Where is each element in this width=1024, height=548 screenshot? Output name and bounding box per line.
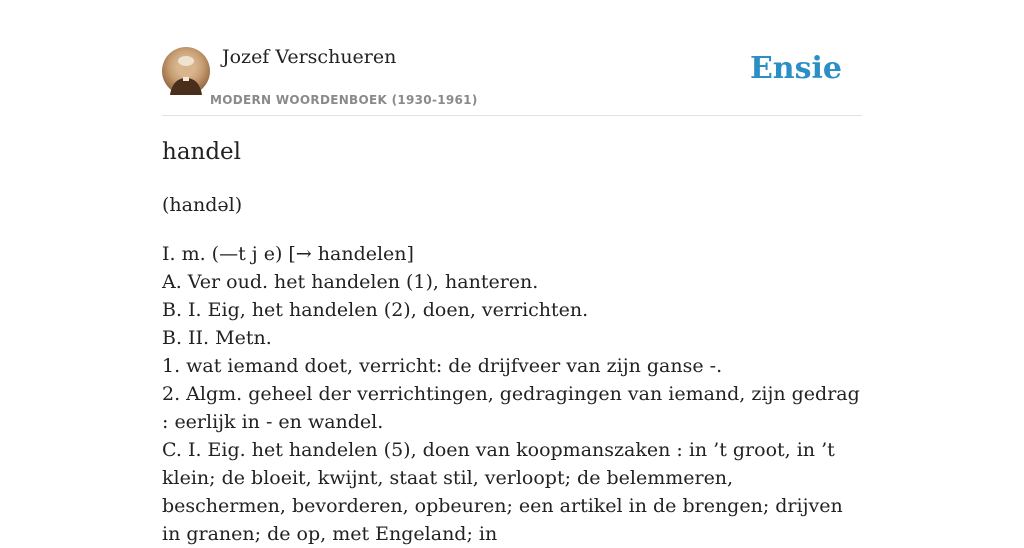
definition-line: 1. wat iemand doet, verricht: de drijfveer van zijn ganse -. bbox=[162, 355, 723, 377]
definition-line: B. I. Eig, het handelen (2), doen, verrichten. bbox=[162, 299, 589, 321]
author-name[interactable]: Jozef Verschueren bbox=[222, 46, 397, 68]
entry-pronunciation: (handəl) bbox=[162, 194, 243, 216]
definition-line: C. I. Eig. het handelen (5), doen van koopmanszaken : in ’t groot, in ’t klein; de bloeit, kwijnt, staat stil, verloopt; de belemmeren, beschermen, bevorderen, opbeuren; een artikel in de brengen; drijven in granen; de op, met Engeland; in bbox=[162, 439, 843, 545]
definition-line: I. m. (—t j e) [→ handelen] bbox=[162, 243, 414, 265]
author-avatar[interactable] bbox=[162, 47, 210, 95]
definition-line: B. II. Metn. bbox=[162, 327, 272, 349]
entry-headword: handel bbox=[162, 139, 242, 165]
dictionary-source[interactable]: MODERN WOORDENBOEK (1930-1961) bbox=[210, 93, 478, 107]
header-divider bbox=[162, 115, 862, 116]
definition-line: 2. Algm. geheel der verrichtingen, gedragingen van iemand, zijn gedrag : eerlijk in - en wandel. bbox=[162, 383, 860, 433]
entry-definition bbox=[162, 240, 862, 548]
ensie-logo[interactable]: Ensie bbox=[749, 51, 842, 86]
definition-line: A. Ver oud. het handelen (1), hanteren. bbox=[162, 271, 539, 293]
portrait-image bbox=[162, 47, 210, 95]
